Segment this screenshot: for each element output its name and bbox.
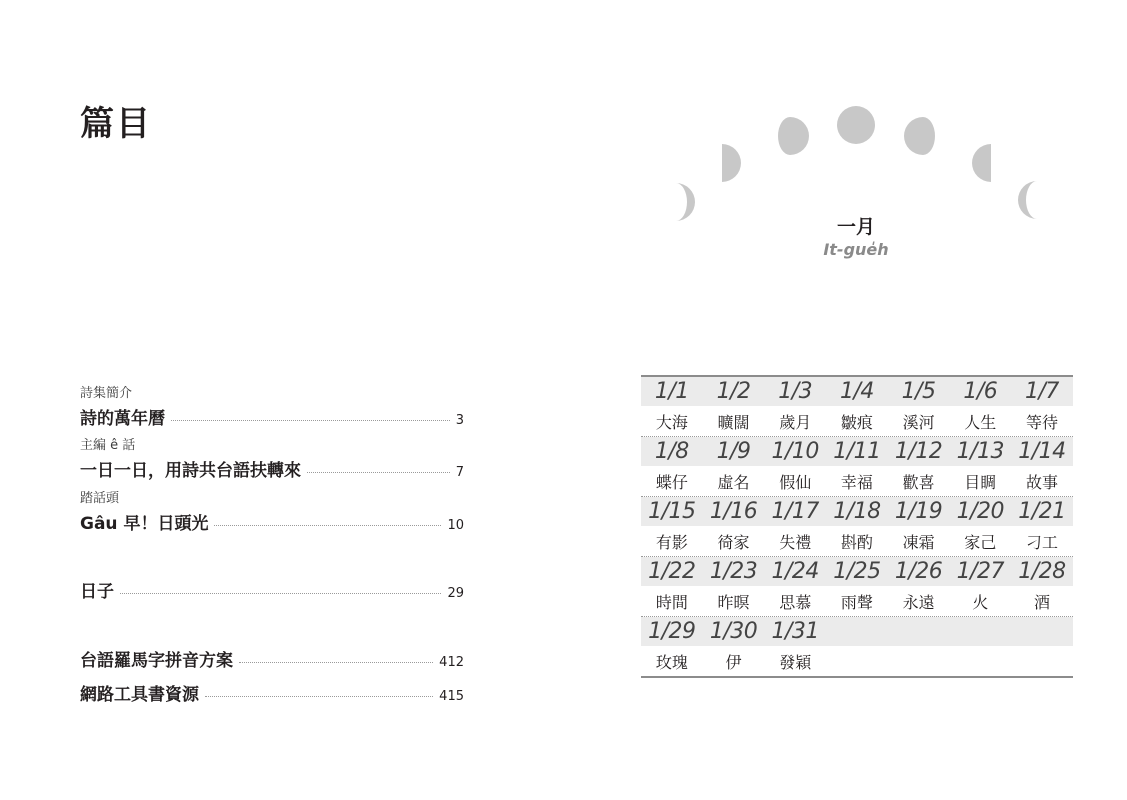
toc-title: 日子 (80, 582, 114, 602)
calendar-date[interactable]: 1/21 (1018, 499, 1066, 524)
calendar-word[interactable]: 酒 (1033, 592, 1050, 612)
calendar-word[interactable]: 玫瑰 (655, 652, 688, 672)
calendar-word[interactable]: 家己 (964, 532, 997, 552)
calendar-word[interactable]: 曠闊 (717, 412, 750, 432)
calendar-date[interactable]: 1/7 (1025, 379, 1059, 404)
calendar-word[interactable]: 思慕 (779, 592, 812, 612)
calendar-date[interactable]: 1/12 (894, 439, 943, 464)
calendar-date[interactable]: 1/17 (771, 499, 819, 524)
calendar-date-row (641, 437, 1073, 466)
calendar-date[interactable]: 1/10 (771, 439, 819, 464)
calendar-word[interactable]: 雨聲 (840, 592, 873, 612)
toc-page-number: 412 (439, 655, 464, 670)
calendar-word[interactable]: 斟酌 (840, 532, 873, 552)
calendar-word-row (641, 526, 1073, 557)
calendar-word[interactable]: 昨暝 (717, 592, 750, 612)
calendar-word[interactable]: 刁工 (1025, 532, 1058, 552)
calendar-word[interactable]: 假仙 (779, 472, 812, 492)
calendar-date[interactable]: 1/16 (709, 499, 758, 524)
calendar-word[interactable]: 目睭 (964, 472, 997, 492)
toc-page-number: 7 (455, 465, 464, 480)
calendar-date[interactable]: 1/14 (1018, 439, 1066, 464)
calendar-word[interactable]: 等待 (1025, 412, 1058, 432)
calendar-date[interactable]: 1/11 (833, 439, 881, 464)
calendar-word[interactable]: 故事 (1025, 472, 1058, 492)
month-calendar (641, 375, 1073, 678)
toc-title: 網路工具書資源 (80, 685, 199, 705)
calendar-word[interactable]: 人生 (964, 412, 997, 432)
toc-page-number: 3 (455, 413, 464, 428)
calendar-date[interactable]: 1/28 (1018, 559, 1066, 584)
calendar-week (641, 617, 1073, 676)
calendar-week (641, 437, 1073, 497)
toc-title: 台語羅馬字拼音方案 (80, 651, 233, 671)
calendar-date[interactable]: 1/3 (778, 379, 813, 404)
calendar-date[interactable]: 1/1 (654, 379, 689, 404)
calendar-word[interactable]: 蝶仔 (655, 472, 688, 492)
first-quarter-icon (722, 144, 741, 182)
waxing-gibbous-icon (778, 117, 809, 155)
calendar-word[interactable]: 皺痕 (840, 412, 873, 432)
toc-title: 詩的萬年曆 (80, 409, 165, 429)
calendar-word[interactable]: 溪河 (902, 412, 935, 432)
calendar-word[interactable]: 虛名 (717, 472, 750, 492)
calendar-word[interactable]: 伊 (725, 652, 742, 672)
calendar-word[interactable]: 歲月 (779, 412, 812, 432)
calendar-date[interactable]: 1/20 (956, 499, 1004, 524)
calendar-date[interactable]: 1/19 (894, 499, 943, 524)
month-title: 一月 (836, 216, 875, 238)
calendar-date[interactable]: 1/29 (648, 619, 696, 644)
calendar-week (641, 557, 1073, 617)
toc-leader-dots (171, 420, 450, 421)
toc-page-number: 10 (447, 518, 464, 533)
toc-entry[interactable] (80, 680, 464, 705)
calendar-word[interactable]: 永遠 (902, 592, 935, 612)
last-quarter-icon (972, 144, 991, 182)
toc-subtitle: 主編 ê 話 (80, 438, 136, 453)
toc-title: 一日一日，用詩共台語扶轉來 (80, 461, 301, 481)
page-title: 篇目 (80, 104, 152, 144)
toc-subtitle: 踏話頭 (80, 491, 120, 506)
calendar-date[interactable]: 1/2 (716, 379, 751, 404)
calendar-date[interactable]: 1/18 (833, 499, 881, 524)
calendar-week (641, 497, 1073, 557)
calendar-word[interactable]: 火 (972, 592, 989, 612)
toc-entry[interactable] (80, 438, 464, 481)
calendar-date[interactable]: 1/24 (771, 559, 819, 584)
calendar-word[interactable]: 失禮 (779, 532, 812, 552)
calendar-date-row (641, 497, 1073, 526)
toc-leader-dots (120, 593, 441, 594)
toc-entry[interactable] (80, 491, 464, 534)
toc-leader-dots (205, 696, 433, 697)
toc-title: Gâu 早！日頭光 (80, 514, 209, 534)
toc-leader-dots (214, 525, 441, 526)
calendar-week (641, 377, 1073, 437)
calendar-date-row (641, 617, 1073, 646)
calendar-date[interactable]: 1/4 (839, 379, 874, 404)
calendar-word-row (641, 466, 1073, 497)
toc-leader-dots (239, 662, 433, 663)
calendar-word-row (641, 586, 1073, 617)
toc-entry[interactable] (80, 386, 464, 429)
calendar-word[interactable]: 時間 (655, 592, 688, 612)
month-romanization: It-gue̍h (823, 240, 889, 259)
calendar-date[interactable]: 1/31 (771, 619, 819, 644)
calendar-date[interactable]: 1/26 (894, 559, 943, 584)
calendar-word-row (641, 646, 1073, 676)
calendar-word[interactable]: 有影 (655, 532, 688, 552)
moon-phase-graphic (0, 0, 1127, 240)
toc-page-number: 415 (439, 689, 464, 704)
calendar-date[interactable]: 1/15 (648, 499, 696, 524)
calendar-date[interactable]: 1/25 (833, 559, 881, 584)
calendar-word[interactable]: 凍霜 (902, 532, 935, 552)
calendar-date[interactable]: 1/13 (956, 439, 1004, 464)
toc-page-number: 29 (447, 586, 464, 601)
calendar-date[interactable]: 1/9 (716, 439, 751, 464)
calendar-date-row (641, 557, 1073, 586)
toc-entry[interactable] (80, 577, 464, 602)
waxing-crescent-icon (676, 183, 695, 221)
calendar-date[interactable]: 1/30 (709, 619, 758, 644)
toc-entry[interactable] (80, 646, 464, 671)
calendar-word[interactable]: 幸福 (840, 472, 873, 492)
calendar-date[interactable]: 1/6 (963, 379, 998, 404)
toc-subtitle: 詩集簡介 (80, 386, 133, 401)
waning-gibbous-icon (904, 117, 935, 155)
calendar-word-row (641, 406, 1073, 437)
full-moon-icon (837, 106, 875, 144)
calendar-word[interactable]: 大海 (655, 412, 688, 432)
toc-leader-dots (307, 472, 450, 473)
calendar-date-row (641, 377, 1073, 406)
waning-crescent-icon (1018, 181, 1037, 219)
calendar-date[interactable]: 1/23 (709, 559, 758, 584)
calendar-date[interactable]: 1/22 (648, 559, 696, 584)
calendar-word[interactable]: 發穎 (779, 652, 812, 672)
calendar-date[interactable]: 1/8 (654, 439, 689, 464)
calendar-date[interactable]: 1/27 (956, 559, 1004, 584)
moon-phase-arc (0, 0, 1127, 240)
calendar-word[interactable]: 徛家 (717, 532, 750, 552)
calendar-date[interactable]: 1/5 (901, 379, 936, 404)
calendar-word[interactable]: 歡喜 (902, 472, 935, 492)
